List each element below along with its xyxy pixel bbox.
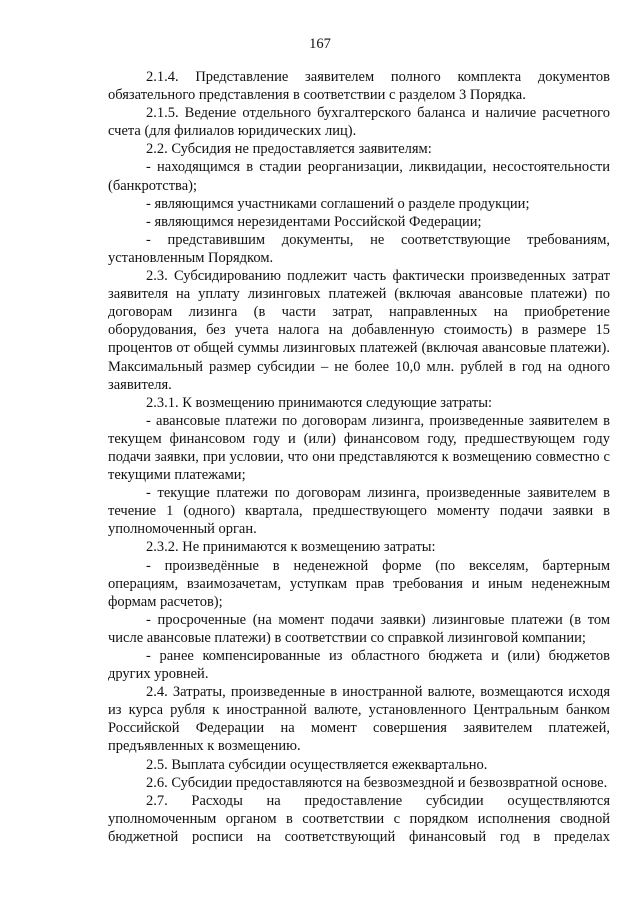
paragraph: - произведённые в неденежной форме (по векселям, бартерным операциям, взаимозачетам, уступкам прав требования и иным неденежным формам расчетов); (108, 557, 610, 610)
page-number: 167 (309, 36, 331, 52)
paragraph: 2.7. Расходы на предоставление субсидии осуществляются уполномоченным органом в соответствии с порядком исполнения сводной бюджетной росписи на соответствующий финансовый год в пределах (108, 792, 610, 845)
paragraph: 2.2. Субсидия не предоставляется заявителям: (146, 141, 432, 158)
paragraph: 2.3.1. К возмещению принимаются следующие затраты: (146, 394, 493, 411)
paragraph: 2.5. Выплата субсидии осуществляется ежеквартально. (146, 756, 488, 773)
paragraph: - просроченные (на момент подачи заявки) лизинговые платежи (в том числе авансовые платежи) в соответствии со справкой лизинговой компании; (108, 611, 610, 646)
paragraph: - находящимся в стадии реорганизации, ликвидации, несостоятельности (банкротства); (108, 159, 610, 194)
paragraph: 2.3. Субсидированию подлежит часть фактически произведенных затрат заявителя на уплату лизинговых платежей (включая авансовые платежи) по договорам лизинга (в части затрат, направленных на приобретение оборудования, без учета налога на добавленную стоимость) в размере 15 процентов от общей суммы лизинговых платежей (включая авансовые платежи). Максимальный размер субсидии – не более 10,0 млн. рублей в год на одного заявителя. (108, 268, 610, 393)
paragraph: - текущие платежи по договорам лизинга, произведенные заявителем в течение 1 (одного) квартала, предшествующего моменту подачи заявки в уполномоченный орган. (108, 485, 610, 538)
paragraph: - являющимся участниками соглашений о разделе продукции; (146, 195, 530, 212)
paragraph: - ранее компенсированные из областного бюджета и (или) бюджетов других уровней. (108, 648, 610, 683)
document-body (108, 68, 610, 846)
paragraph: - авансовые платежи по договорам лизинга, произведенные заявителем в текущем финансовом году и (или) финансовом году, предшествующем году подачи заявки, при условии, что они представляются к возмещению совместно с текущими платежами; (108, 412, 610, 484)
paragraph: 2.3.2. Не принимаются к возмещению затраты: (146, 539, 436, 556)
paragraph: 2.1.5. Ведение отдельного бухгалтерского баланса и наличие расчетного счета (для филиалов юридических лиц). (108, 105, 610, 140)
paragraph: - являющимся нерезидентами Российской Федерации; (146, 213, 482, 230)
paragraph: 2.4. Затраты, произведенные в иностранной валюте, возмещаются исходя из курса рубля к иностранной валюте, установленного Центральным банком Российской Федерации на момент совершения заявителем платежей, предъявленных к возмещению. (108, 684, 610, 755)
paragraph: 2.1.4. Представление заявителем полного комплекта документов обязательного представления в соответствии с разделом 3 Порядка. (108, 69, 610, 104)
paragraph: - представившим документы, не соответствующие требованиям, установленным Порядком. (108, 231, 610, 266)
paragraph: 2.6. Субсидии предоставляются на безвозмездной и безвозвратной основе. (146, 774, 608, 791)
